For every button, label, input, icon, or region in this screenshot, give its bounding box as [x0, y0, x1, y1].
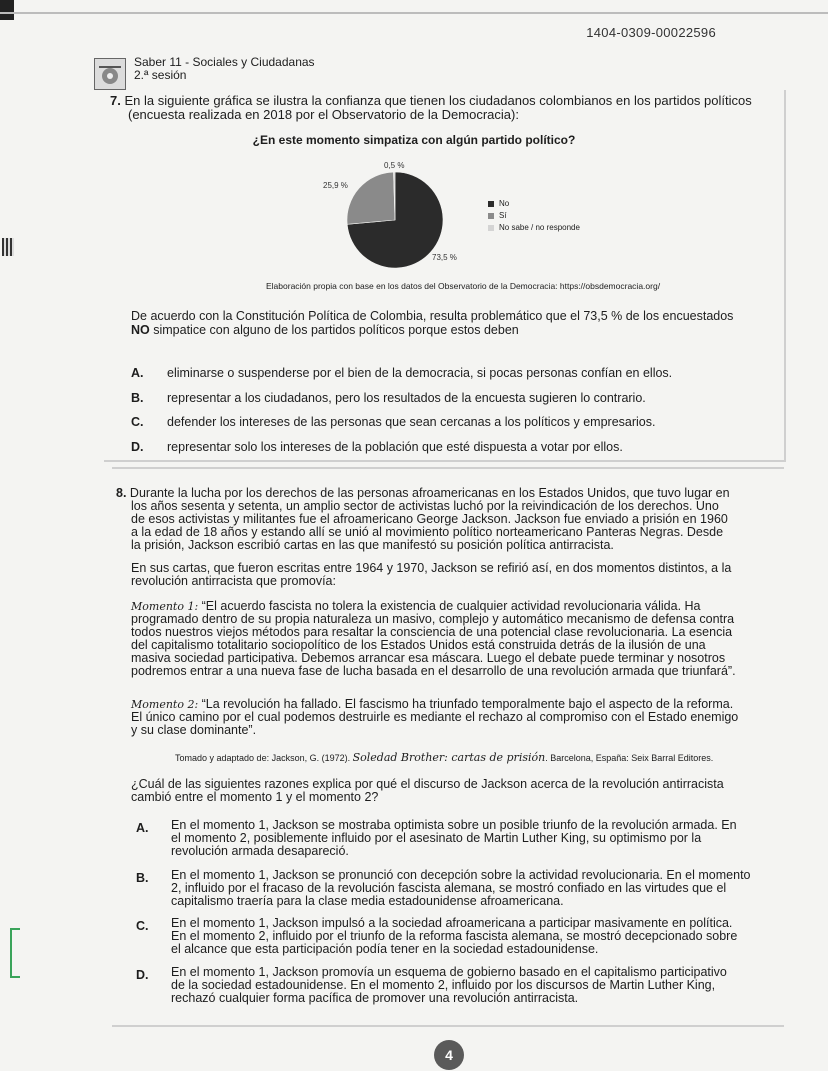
quote-source — [175, 751, 713, 764]
option-letter: D. — [136, 968, 149, 982]
prompt-line: cambió entre el momento 1 y el momento 2? — [131, 790, 379, 804]
option-text: eliminarse o suspenderse por el bien de la democracia, si pocas personas confían en ellos. — [167, 366, 673, 380]
subject-title: Saber 11 - Sociales y Ciudadanas — [134, 55, 315, 69]
quote-line: El único camino por el cual podemos destruirle es mediante el rechazo al compromiso con el Estado enemigo — [131, 710, 739, 724]
legend-swatch — [488, 213, 494, 219]
side-bracket-mark — [10, 928, 20, 978]
option-letter: B. — [136, 871, 149, 885]
page-number: 4 — [434, 1040, 464, 1070]
option-line: En el momento 2, influido por el triunfo de la reforma fascista alemana, se mostró decepcionado sobre — [171, 929, 738, 943]
pie-label-unsure: 0,5 % — [384, 161, 405, 170]
quote-line: y su clase dominante”. — [131, 723, 257, 737]
legend-label: No sabe / no responde — [499, 223, 580, 232]
quote-text: “El acuerdo fascista no tolera la existencia de cualquier actividad revolucionaria válida. Ha — [198, 599, 701, 613]
stem-emphasis: NO — [131, 323, 150, 337]
option-text: representar solo los intereses de la población que esté dispuesta a votar por ellos. — [167, 440, 623, 454]
intro-line: En la siguiente gráfica se ilustra la confianza que tienen los ciudadanos colombianos en los partidos políticos — [124, 93, 752, 108]
quote-moment-2 — [131, 698, 781, 737]
exam-logo-icon — [94, 58, 126, 90]
option-text — [171, 966, 781, 1005]
document-id: 1404-0309-00022596 — [586, 25, 716, 40]
quote-moment-1 — [131, 600, 781, 678]
top-rule — [0, 12, 828, 14]
q7-option-d[interactable] — [131, 440, 771, 456]
option-letter: D. — [131, 440, 144, 454]
quote-line: podremos entrar a una nueva fase de lucha basada en el desarrollo de una revolución armada que triunfará”. — [131, 664, 736, 678]
context-line: En sus cartas, que fueron escritas entre 1964 y 1970, Jackson se refirió así, en dos momentos distintos, a la — [131, 561, 732, 575]
option-line: el momento 2, posiblemente influido por el asesinato de Martin Luther King, su optimismo por la — [171, 831, 702, 845]
intro-line: (encuesta realizada en 2018 por el Observatorio de la Democracia): — [128, 107, 519, 122]
intro-line: de esos activistas y militantes fue el afroamericano George Jackson. Jackson fue enviado a prisión en 1960 — [131, 512, 728, 526]
chart-source: Elaboración propia con base en los datos del Observatorio de la Democracia: https://obsdemocracia.org/ — [266, 281, 661, 291]
quote-line: todos nuestros viejos métodos para resaltar la consciencia de una potencial clase revolucionaria. La esencia — [131, 625, 733, 639]
source-suffix: . Barcelona, España: Seix Barral Editores. — [545, 753, 714, 763]
option-line: 2, influido por el fracaso de la revolución fascista alemana, se mostró confiado en las virtudes que el — [171, 881, 727, 895]
option-line: En el momento 1, Jackson impulsó a la sociedad afroamericana a participar masivamente en política. — [171, 916, 733, 930]
option-line: En el momento 1, Jackson promovía un esquema de gobierno basado en el capitalismo participativo — [171, 965, 727, 979]
q8-option-d[interactable] — [136, 966, 781, 1008]
question-number: 7. — [110, 93, 121, 108]
prompt-line: ¿Cuál de las siguientes razones explica por qué el discurso de Jackson acerca de la revolución antirracista — [131, 777, 724, 791]
barcode-mark — [2, 238, 14, 256]
option-line: revolución armada desapareció. — [171, 844, 349, 858]
source-title: Soledad Brother: cartas de prisión — [352, 751, 546, 764]
option-text — [171, 819, 781, 858]
question-7-stem — [131, 309, 781, 337]
option-line: rechazó cualquier forma pacífica de promover una revolución antirracista. — [171, 991, 579, 1005]
chart-title: ¿En este momento simpatiza con algún partido político? — [252, 133, 576, 147]
chart-legend — [488, 198, 580, 234]
option-letter: A. — [131, 366, 144, 380]
question-8-context — [131, 562, 781, 588]
q8-option-a[interactable] — [136, 819, 781, 861]
option-line: En el momento 1, Jackson se mostraba optimista sobre un posible triunfo de la revolución armada. En — [171, 818, 737, 832]
legend-label: No — [499, 199, 510, 208]
question-8-prompt — [131, 778, 781, 804]
stem-line — [131, 323, 781, 337]
question-number: 8. — [116, 486, 127, 500]
session-label: 2.ª sesión — [134, 68, 187, 82]
corner-mark — [0, 0, 14, 20]
q7-option-a[interactable] — [131, 366, 771, 382]
quote-text: “La revolución ha fallado. El fascismo ha triunfado temporalmente bajo el aspecto de la reforma. — [198, 697, 734, 711]
q7-option-b[interactable] — [131, 391, 771, 407]
option-line: el alcance que esta participación podía tener en la sociedad estadounidense. — [171, 942, 599, 956]
intro-line-text: Durante la lucha por los derechos de las personas afroamericanas en los Estados Unidos, que tuvo lugar en — [129, 486, 730, 500]
source-prefix: Tomado y adaptado de: Jackson, G. (1972). — [175, 753, 353, 763]
intro-line: los años sesenta y setenta, un amplio sector de activistas luchó por la reivindicación de los derechos. Uno — [131, 499, 719, 513]
legend-item — [488, 198, 580, 210]
option-letter: B. — [131, 391, 144, 405]
stem-rest: simpatice con alguno de los partidos políticos porque estos deben — [149, 323, 519, 337]
legend-label: Sí — [499, 211, 507, 220]
pie-label-no: 73,5 % — [432, 253, 457, 262]
option-text: representar a los ciudadanos, pero los resultados de la encuesta sugieren lo contrario. — [167, 391, 646, 405]
option-letter: A. — [136, 821, 149, 835]
legend-item — [488, 210, 580, 222]
pie-slice-yes — [347, 172, 395, 224]
option-letter: C. — [131, 415, 144, 429]
intro-line: a la edad de 18 años y estando allí se unió al movimiento político norteamericano Panteras Negras. Desde — [131, 525, 724, 539]
legend-swatch — [488, 225, 494, 231]
option-line: En el momento 1, Jackson se pronunció con decepción sobre la actividad revolucionaria. En el momento — [171, 868, 751, 882]
quote-label: Momento 2: — [131, 698, 199, 711]
q8-option-c[interactable] — [136, 917, 781, 959]
option-line: capitalismo traería para la clase media estadounidense afroamericana. — [171, 894, 564, 908]
option-text — [171, 917, 781, 956]
option-letter: C. — [136, 919, 149, 933]
intro-line: la prisión, Jackson escribió cartas en las que manifestó su posición política antirracista. — [131, 538, 614, 552]
quote-line: programado dentro de su propia naturaleza un masivo, complejo y automático mecanismo de defensa contra — [131, 612, 735, 626]
context-line: revolución antirracista que promovía: — [131, 574, 336, 588]
option-text — [171, 869, 781, 908]
pie-label-yes: 25,9 % — [323, 181, 348, 190]
quote-label: Momento 1: — [131, 600, 199, 613]
legend-swatch — [488, 201, 494, 207]
stem-line: De acuerdo con la Constitución Política de Colombia, resulta problemático que el 73,5 % de los encuestados — [131, 309, 734, 323]
legend-item — [488, 222, 580, 234]
q8-option-b[interactable] — [136, 869, 781, 911]
quote-line: masiva sociedad participativa. Debemos arrancar esa máscara. Luego el debate puede terminar y nosotros — [131, 651, 726, 665]
option-text: defender los intereses de las personas que sean cercanas a los políticos y empresarios. — [167, 415, 656, 429]
question-7-intro — [110, 94, 752, 108]
exam-header — [134, 56, 315, 82]
option-line: de la sociedad estadounidense. En el momento 2, influido por los discursos de Martin Luther King, — [171, 978, 716, 992]
q7-option-c[interactable] — [131, 415, 771, 431]
question-8-intro — [116, 487, 780, 552]
quote-line: del capitalismo totalitario sociopolítico de los Estados Unidos está construida detrás de la ilusión de una — [131, 638, 706, 652]
